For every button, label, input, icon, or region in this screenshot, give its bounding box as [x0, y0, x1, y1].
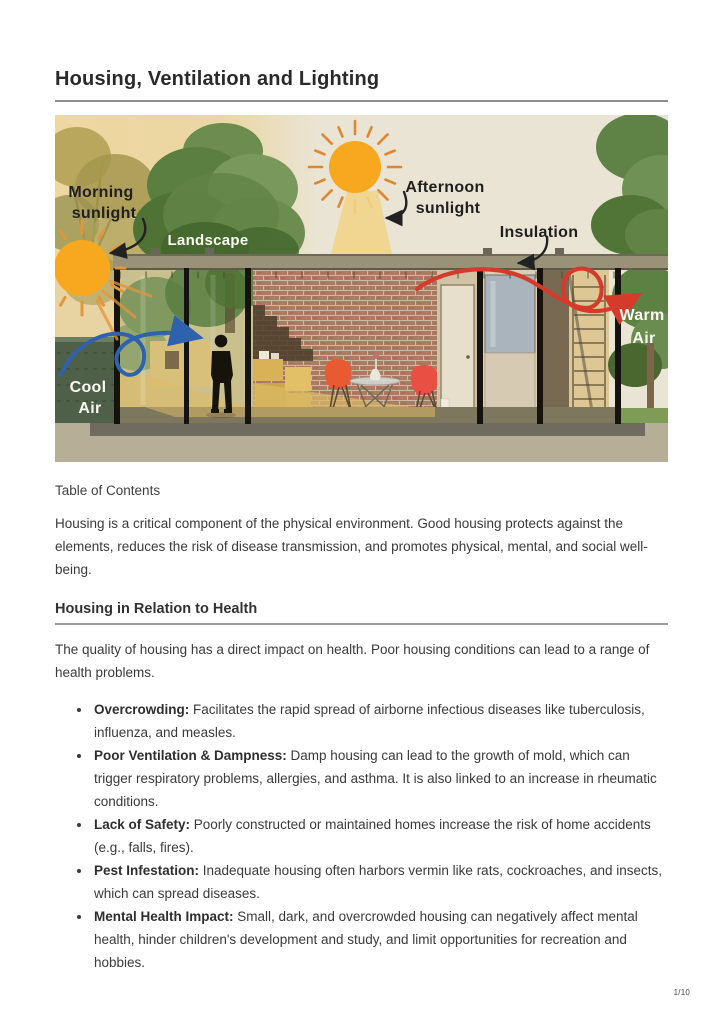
house-section-illustration: [55, 115, 668, 462]
list-item-label: Overcrowding:: [94, 702, 190, 717]
list-item: [92, 859, 668, 905]
section-divider: [55, 623, 668, 625]
label-cool-line1: Cool: [69, 379, 107, 396]
label-morning-line2: sunlight: [71, 205, 137, 222]
label-insulation: Insulation: [499, 224, 579, 241]
list-item: [92, 698, 668, 744]
label-warm-line2: Air: [632, 330, 656, 347]
section-heading: Housing in Relation to Health: [55, 601, 258, 617]
list-item-label: Pest Infestation:: [94, 863, 200, 878]
list-item-label: Mental Health Impact:: [94, 909, 234, 924]
list-item-text: Small, dark, and overcrowded housing can negatively affect mental health, hinder children's development and study, and limit opportunities for recreation and hobbies.: [94, 909, 638, 970]
table-of-contents-label: Table of Contents: [55, 483, 161, 498]
afternoon-sun-disc: [329, 141, 381, 193]
house-interior: [55, 257, 668, 462]
list-item-text: Facilitates the rapid spread of airborne infectious diseases like tuberculosis, influenza, and measles.: [94, 702, 645, 740]
list-item: [92, 905, 668, 974]
health-issues-list: [55, 698, 668, 974]
label-landscape: Landscape: [167, 232, 249, 249]
list-item-label: Lack of Safety:: [94, 817, 191, 832]
label-warm-line1: Warm: [619, 307, 665, 324]
list-item: [92, 813, 668, 859]
list-item: [92, 744, 668, 813]
label-afternoon-line1: Afternoon: [405, 179, 485, 196]
page-indicator: 1/10: [673, 988, 690, 997]
window-section: [481, 270, 539, 417]
house-section-svg: [55, 115, 668, 462]
label-cool-line2: Air: [78, 400, 102, 417]
list-item-text: Poorly constructed or maintained homes increase the risk of home accidents (e.g., falls, fires).: [94, 817, 651, 855]
intro-paragraph: Housing is a critical component of the physical environment. Good housing protects against the elements, reduces the risk of disease transmission, and promotes physical, mental, and social well-being.: [55, 516, 648, 577]
label-morning-line1: Morning: [68, 184, 134, 201]
title-divider: [55, 100, 668, 102]
page-title: Housing, Ventilation and Lighting: [55, 68, 380, 90]
door-section: [437, 270, 478, 417]
list-item-text: Inadequate housing often harbors vermin like rats, cockroaches, and insects, which can spread diseases.: [94, 863, 663, 901]
list-item-text: Damp housing can lead to the growth of mold, which can trigger respiratory problems, allergies, and asthma. It is also linked to an increase in rheumatic conditions.: [94, 748, 657, 809]
section-intro-paragraph: The quality of housing has a direct impact on health. Poor housing conditions can lead to a range of health problems.: [55, 642, 650, 680]
foundation-slab: [90, 423, 645, 436]
list-item-label: Poor Ventilation & Dampness:: [94, 748, 287, 763]
label-afternoon-line2: sunlight: [415, 200, 481, 217]
morning-sun-disc: [55, 240, 110, 296]
